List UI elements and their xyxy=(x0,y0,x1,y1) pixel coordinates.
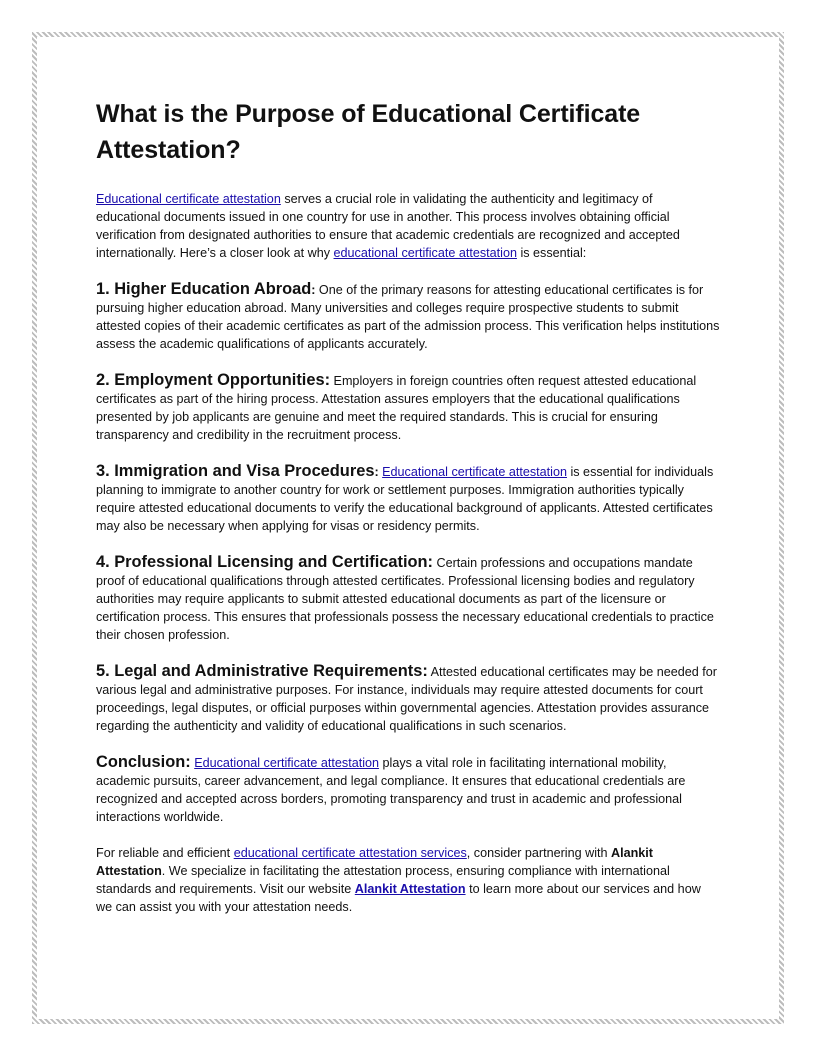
section-legal: 5. Legal and Administrative Requirements: Attested educational certificates may be needed for various legal and administrative purposes. For instance, individuals may require attested documents for court proceedings, legal disputes, or official purposes within governmental agencies. Attestation provides assurance regarding the authenticity and validity of educational qualifications in such scenarios. xyxy=(96,662,717,733)
section-employment: 2. Employment Opportunities: Employers in foreign countries often request attested educational certificates as part of the hiring process. Attestation assures employers that the educational qualifications presented by job applicants are genuine and meet the required standards. This is crucial for ensuring transparency and credibility in the recruitment process. xyxy=(96,371,697,442)
website-link[interactable]: Alankit Attestation xyxy=(354,882,466,896)
conclusion-paragraph: Conclusion: Educational certificate attestation plays a vital role in facilitating international mobility, academic pursuits, career advancement, and legal compliance. It ensures that educational credentials are recognized and accepted across borders, promoting transparency and trust in academic and professional interactions worldwide. xyxy=(96,753,686,824)
section-higher-education: 1. Higher Education Abroad: One of the primary reasons for attesting educational certificates is for pursuing higher education abroad. Many universities and colleges require prospective students to submit attested copies of their academic certificates as part of the admission process. This verification helps institutions assess the academic qualifications of applicants accurately. xyxy=(96,280,720,351)
attestation-services-link[interactable]: educational certificate attestation services xyxy=(233,846,467,860)
attestation-link[interactable]: Educational certificate attestation xyxy=(194,756,380,770)
section-heading: 2. Employment Opportunities: xyxy=(96,371,331,389)
document-body xyxy=(96,96,720,934)
section-heading: 1. Higher Education Abroad xyxy=(96,280,312,298)
attestation-link[interactable]: Educational certificate attestation xyxy=(96,192,281,206)
brand-name: Alankit Attestation xyxy=(96,846,653,878)
closing-paragraph: For reliable and efficient educational certificate attestation services, consider partnering with Alankit Attestation. We specialize in facilitating the attestation process, ensuring compliance with international standards and requirements. Visit our website Alankit Attestation to learn more about our services and how we can assist you with your attestation needs. xyxy=(96,846,701,914)
section-heading: 4. Professional Licensing and Certification: xyxy=(96,553,433,571)
section-heading: 5. Legal and Administrative Requirements: xyxy=(96,662,428,680)
page-title: What is the Purpose of Educational Certificate Attestation? xyxy=(96,100,641,164)
section-licensing: 4. Professional Licensing and Certification: Certain professions and occupations mandate proof of educational qualifications through attested certificates. Professional licensing bodies and regulatory authorities may require applicants to submit attested educational documents as part of the licensure or certification process. This ensures that professionals possess the necessary educational credentials to practice their chosen profession. xyxy=(96,553,714,642)
attestation-link[interactable]: educational certificate attestation xyxy=(333,246,517,260)
attestation-link[interactable]: Educational certificate attestation xyxy=(382,465,567,479)
section-heading: 3. Immigration and Visa Procedures xyxy=(96,462,375,480)
section-immigration: 3. Immigration and Visa Procedures: Educational certificate attestation is essential for individuals planning to immigrate to another country for work or settlement purposes. Immigration authorities typically require attested educational documents to verify the educational background of applicants. Attested certificates may also be necessary when applying for visas or residency permits. xyxy=(96,462,714,533)
conclusion-heading: Conclusion: xyxy=(96,753,191,771)
intro-paragraph: Educational certificate attestation serves a crucial role in validating the authenticity and legitimacy of educational documents issued in one country for use in another. This process involves obtaining official verification from designated authorities to ensure that academic credentials are recognized and accepted internationally. Here’s a closer look at why educational certificate attestation is essential: xyxy=(96,192,680,260)
